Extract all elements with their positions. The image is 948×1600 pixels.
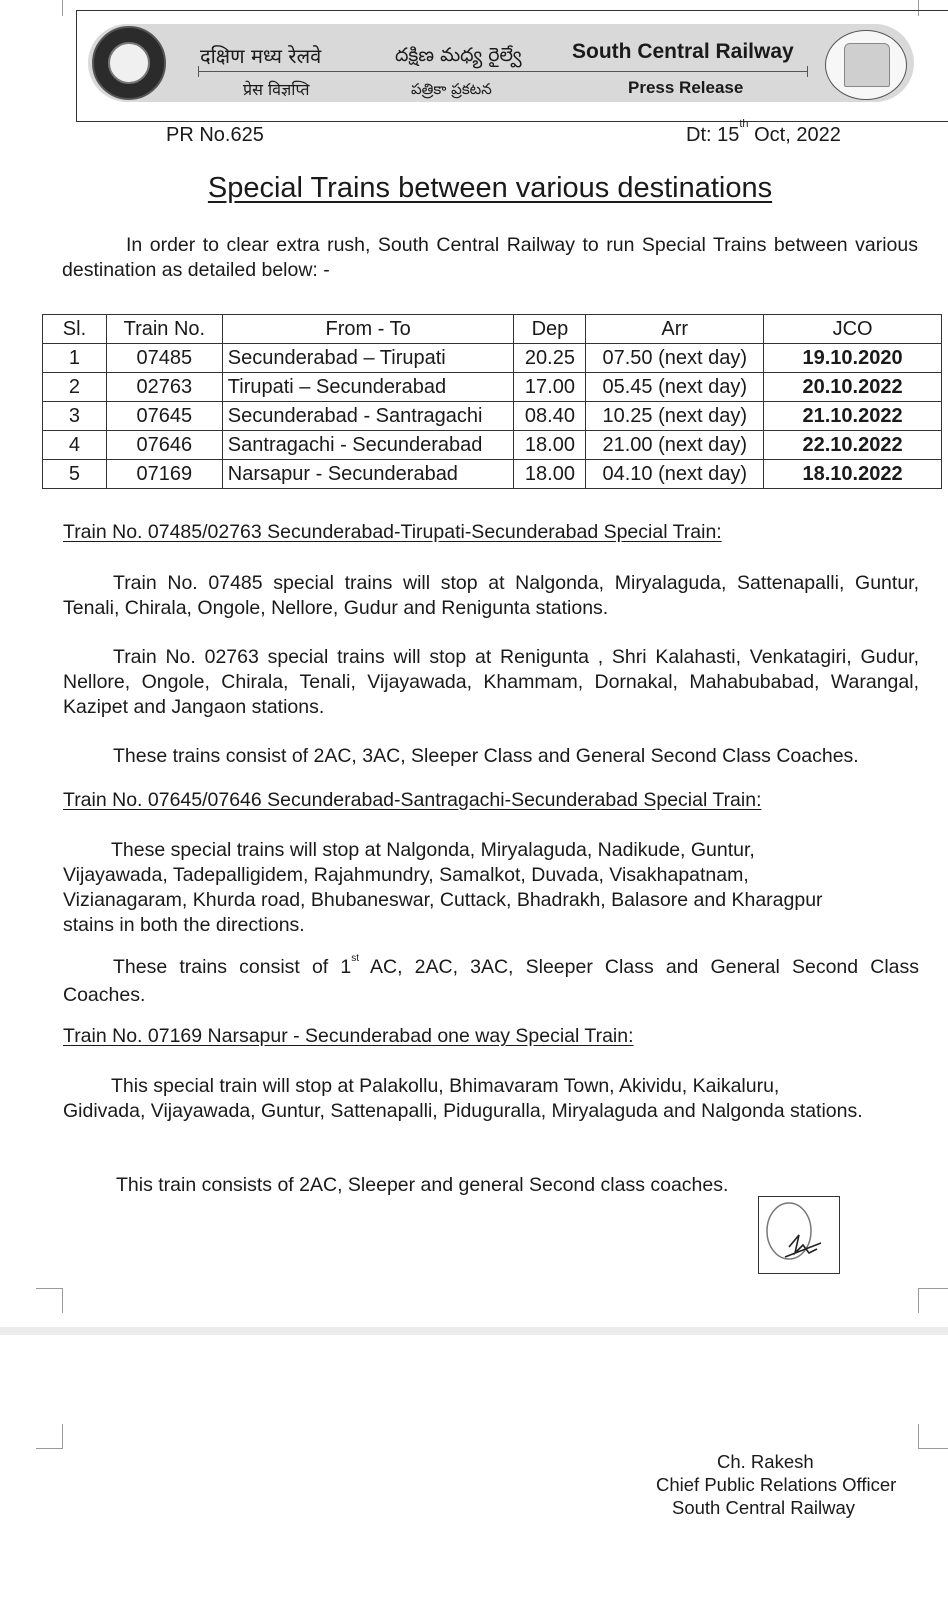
crop-mark [918, 1288, 948, 1313]
section-paragraph: These trains consist of 2AC, 3AC, Sleeper Class and General Second Class Coaches. [113, 745, 859, 767]
cell-arr: 04.10 (next day) [586, 460, 764, 489]
signer-organization: South Central Railway [672, 1497, 856, 1518]
section-paragraph: This train consists of 2AC, Sleeper and general Second class coaches. [116, 1174, 729, 1196]
cell-sl: 1 [43, 344, 107, 373]
date-month-year: Oct, 2022 [754, 124, 841, 146]
table-row [43, 431, 942, 460]
cell-dep: 17.00 [514, 373, 586, 402]
crop-mark [918, 1424, 948, 1449]
cell-from-to: Santragachi - Secunderabad [222, 431, 514, 460]
cell-from-to: Secunderabad - Santragachi [222, 402, 514, 431]
signature-icon [758, 1196, 840, 1274]
signer-name: Ch. Rakesh [717, 1451, 814, 1472]
cell-from-to: Narsapur - Secunderabad [222, 460, 514, 489]
col-header-arr: Arr [586, 315, 764, 344]
cell-sl: 5 [43, 460, 107, 489]
coach-composition-paragraph: These trains consist of 1st AC, 2AC, 3AC, Sleeper Class and General Second Class Coaches. [63, 953, 919, 1006]
page-title: Special Trains between various destinations [207, 172, 773, 204]
cell-arr: 05.45 (next day) [586, 373, 764, 402]
cell-train-no: 07485 [106, 344, 222, 373]
section-paragraph: Train No. 07485 special trains will stop at Nalgonda, Miryalaguda, Sattenapalli, Guntur, Tenali, Chirala, Ongole, Nellore, Gudur and Renigunta stations. [63, 572, 919, 619]
cell-sl: 3 [43, 402, 107, 431]
col-header-from-to: From - To [222, 315, 514, 344]
section-heading: Train No. 07645/07646 Secunderabad-Santragachi-Secunderabad Special Train: [63, 789, 762, 811]
col-header-jco: JCO [764, 315, 942, 344]
section-heading: Train No. 07485/02763 Secunderabad-Tirupati-Secunderabad Special Train: [63, 521, 722, 543]
section-heading: Train No. 07169 Narsapur - Secunderabad one way Special Train: [63, 1025, 634, 1047]
col-header-sl: Sl. [43, 315, 107, 344]
cell-arr: 10.25 (next day) [586, 402, 764, 431]
cell-dep: 18.00 [514, 460, 586, 489]
page-separator [0, 1327, 948, 1335]
crop-mark [62, 0, 64, 16]
crop-mark [36, 1424, 63, 1449]
cell-jco: 20.10.2022 [764, 373, 942, 402]
cell-dep: 18.00 [514, 431, 586, 460]
table-row [43, 373, 942, 402]
cell-arr: 07.50 (next day) [586, 344, 764, 373]
table-row [43, 460, 942, 489]
org-name-telugu: దక్షిణ మధ్య రైల్వే [395, 44, 522, 66]
table-header-row [43, 315, 942, 344]
date-ordinal: th [739, 118, 749, 130]
press-release-telugu: పత్రికా ప్రకటన [411, 80, 492, 98]
cell-train-no: 07646 [106, 431, 222, 460]
section-paragraph: These special trains will stop at Nalgonda, Miryalaguda, Nadikude, Guntur, Vijayawada, Tadepalligidem, Rajahmundry, Samalkot, Duvada, Visakhapatnam, Vizianagaram, Khurda road, Bhubaneswar, Cuttack, Bhadrakh, Balasore and Kharagpur stains in both the directions. [63, 839, 823, 936]
cell-jco: 21.10.2022 [764, 402, 942, 431]
cell-from-to: Secunderabad – Tirupati [222, 344, 514, 373]
cell-train-no: 02763 [106, 373, 222, 402]
cell-jco: 22.10.2022 [764, 431, 942, 460]
cell-train-no: 07645 [106, 402, 222, 431]
date-day: Dt: 15 [686, 124, 740, 146]
org-name-english: South Central Railway [572, 40, 794, 63]
table-row [43, 402, 942, 431]
special-trains-table [42, 314, 942, 489]
col-header-dep: Dep [514, 315, 586, 344]
release-date [686, 118, 841, 147]
cell-dep: 08.40 [514, 402, 586, 431]
cell-sl: 2 [43, 373, 107, 402]
signer-designation: Chief Public Relations Officer [656, 1474, 897, 1495]
cell-from-to: Tirupati – Secunderabad [222, 373, 514, 402]
cell-train-no: 07169 [106, 460, 222, 489]
indian-railways-emblem-icon [92, 26, 166, 100]
table-row [43, 344, 942, 373]
section-paragraph: Train No. 02763 special trains will stop at Renigunta , Shri Kalahasti, Venkatagiri, Gudur, Nellore, Ongole, Chirala, Tenali, Vijayawada, Khammam, Dornakal, Mahabubabad, Warangal, Kazipet and Jangaon stations. [63, 646, 919, 718]
cell-jco: 18.10.2022 [764, 460, 942, 489]
cell-jco: 19.10.2020 [764, 344, 942, 373]
org-name-hindi: दक्षिण मध्य रेलवे [200, 44, 322, 68]
press-release-english: Press Release [628, 78, 744, 97]
train-locomotive-icon [825, 30, 907, 100]
press-release-hindi: प्रेस विज्ञप्ति [243, 80, 310, 99]
col-header-train-no: Train No. [106, 315, 222, 344]
banner-divider [198, 71, 808, 72]
cell-arr: 21.00 (next day) [586, 431, 764, 460]
cell-sl: 4 [43, 431, 107, 460]
intro-paragraph: In order to clear extra rush, South Central Railway to run Special Trains between various destination as detailed below: - [62, 234, 918, 281]
section-paragraph: This special train will stop at Palakollu, Bhimavaram Town, Akividu, Kaikaluru, Gidivada, Vijayawada, Guntur, Sattenapalli, Piduguralla, Miryalaguda and Nalgonda stations. [63, 1075, 863, 1122]
pr-number: PR No.625 [166, 124, 264, 146]
crop-mark [36, 1288, 63, 1313]
cell-dep: 20.25 [514, 344, 586, 373]
